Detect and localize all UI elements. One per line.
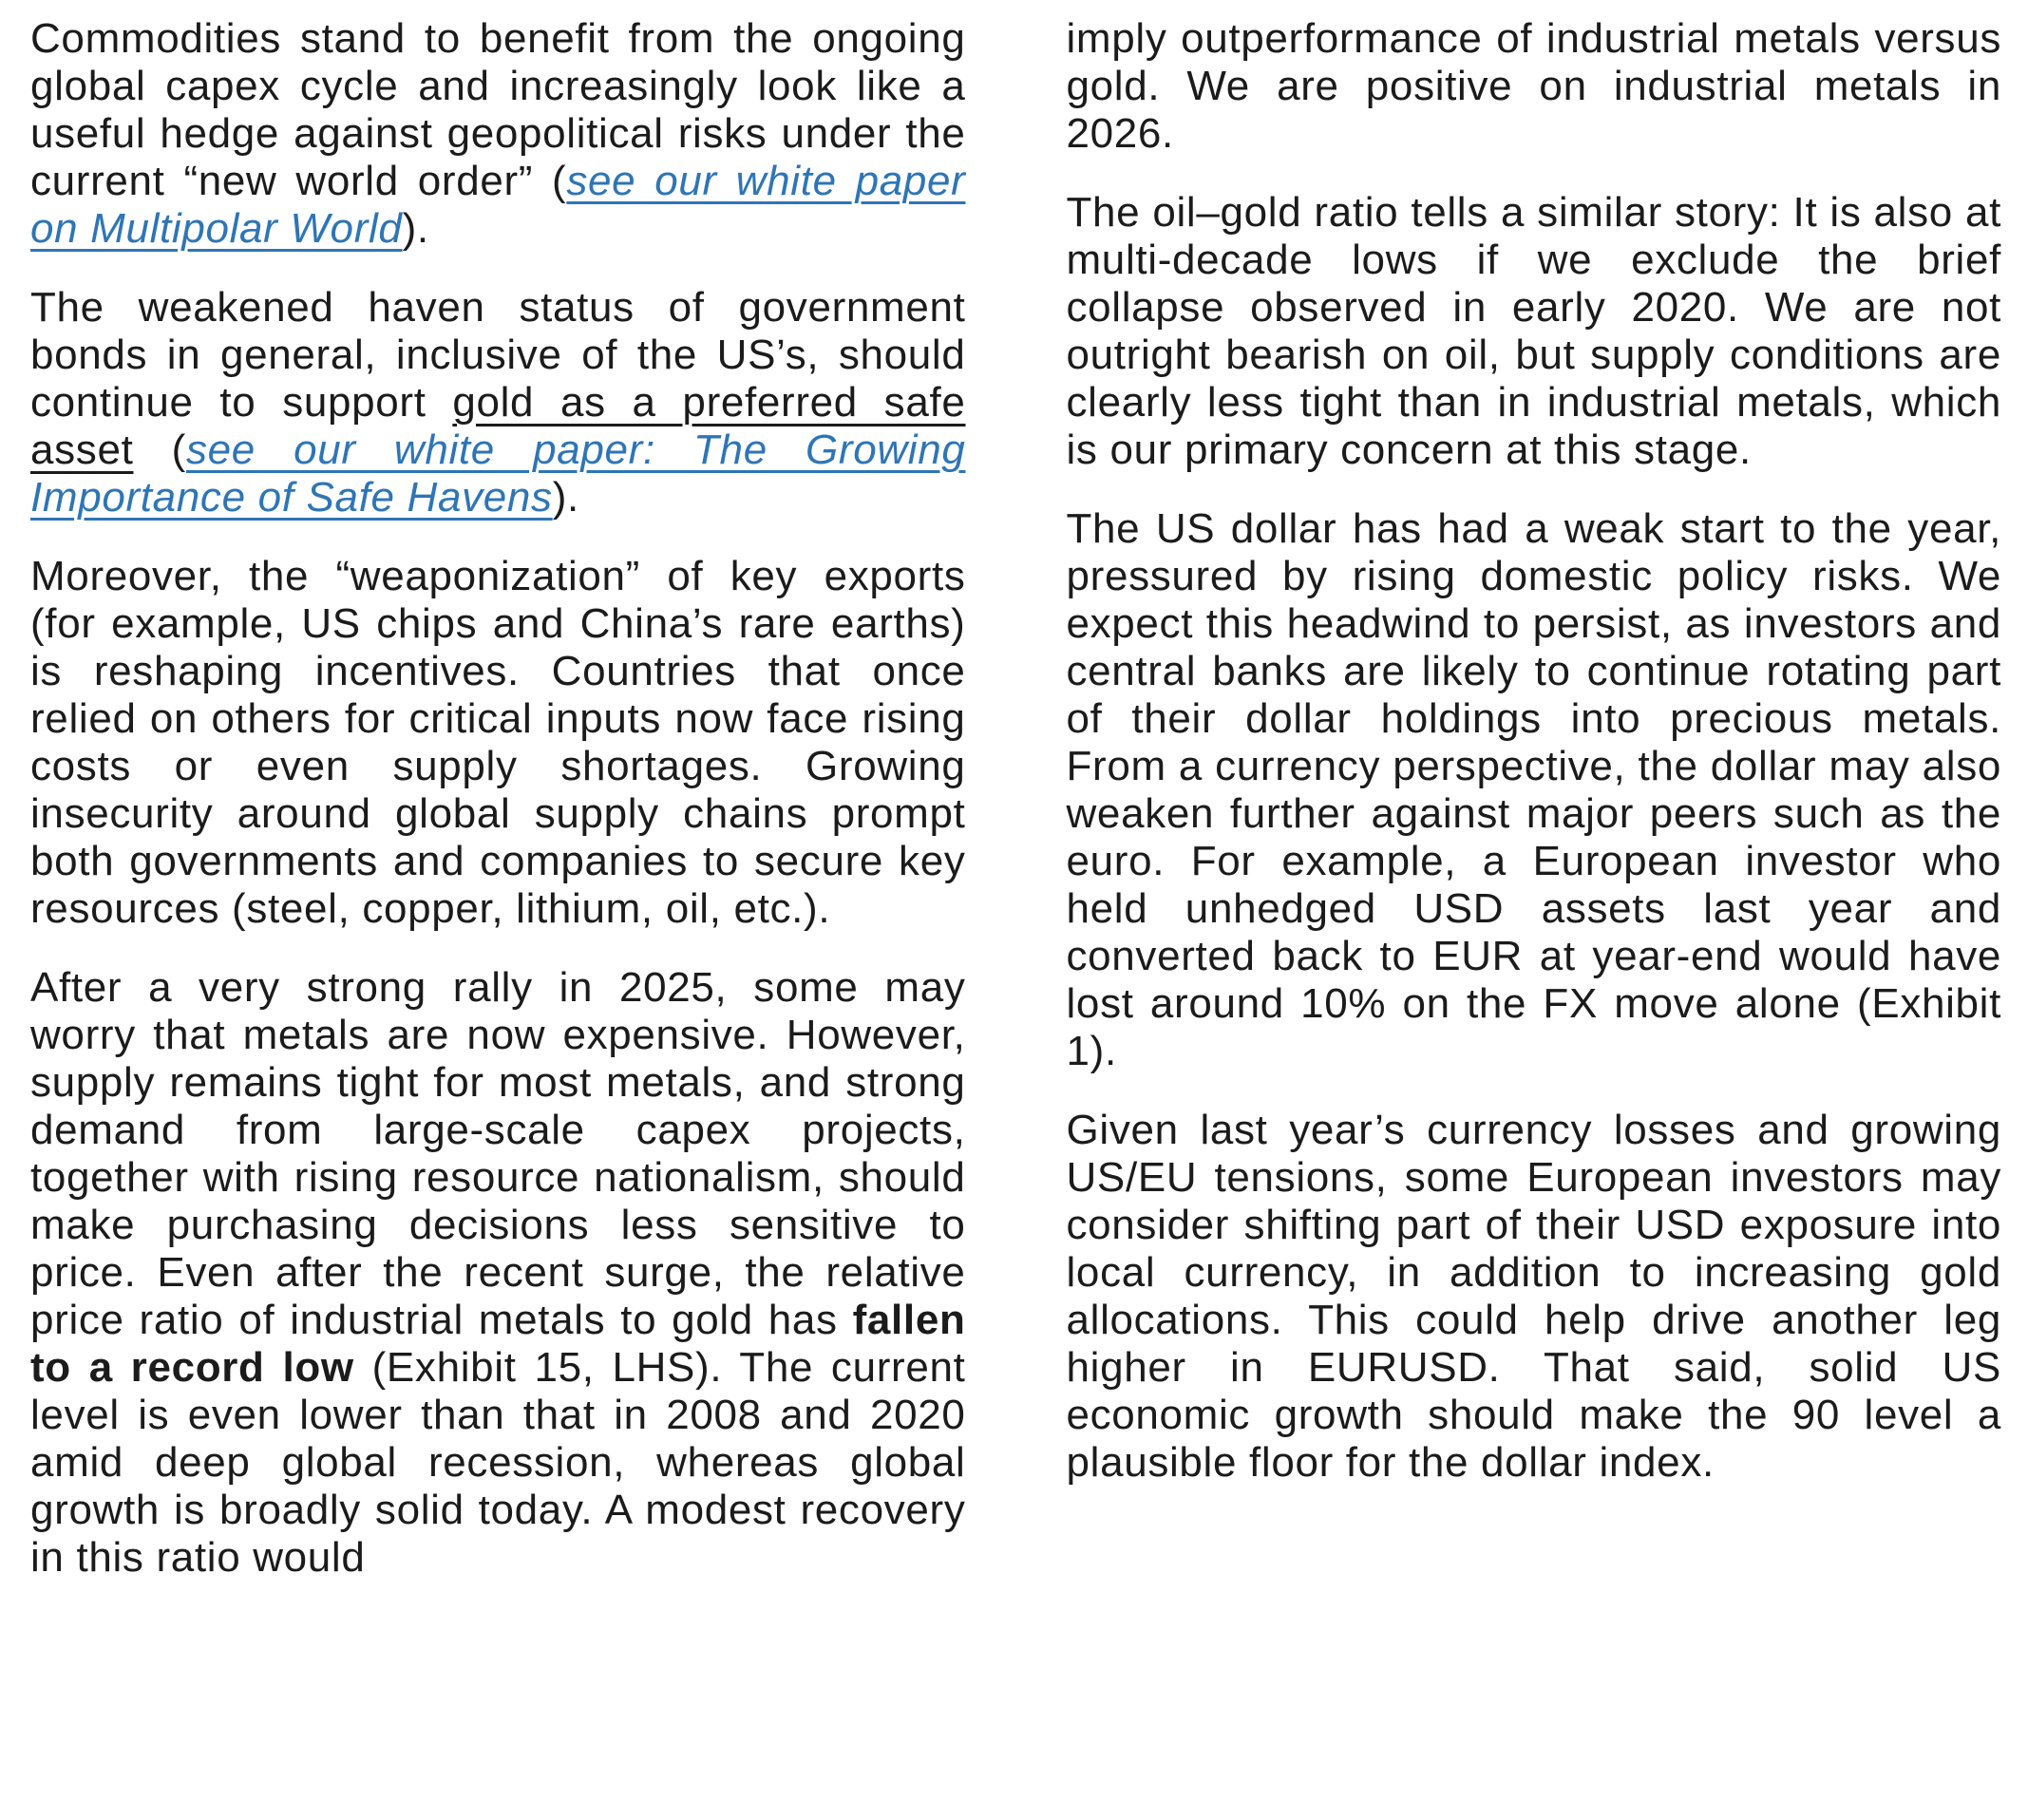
text-run: The weakened haven status of government bonds in general, inclusive of the US’s, should continue to support: [30, 284, 966, 426]
multipolar-world-link[interactable]: see our white paper on Multipolar World: [30, 158, 966, 252]
text-run: (: [133, 427, 186, 473]
text-run: (Exhibit 15, LHS). The current level is even lower than that in 2008 and 2020 amid deep global recession, whereas global growth is broadly solid today. A modest recovery in this ratio would: [30, 1344, 966, 1581]
underlined-phrase-gold-safe-asset: gold as a preferred safe asset: [30, 379, 966, 473]
text-run: Moreover, the “weaponization” of key exports (for example, US chips and China’s rare earths) is reshaping incentives. Countries that once relied on others for critical inputs now face rising costs or even supply shortages. Growing insecurity around global supply chains prompt both governments and companies to secure key resources (steel, copper, lithium, oil, etc.).: [30, 553, 966, 932]
text-run: Given last year’s currency losses and growing US/EU tensions, some European investors may consider shifting part of their USD exposure into local currency, in addition to increasing gold allocations. This could help drive another leg higher in EURUSD. That said, solid US economic growth should make the 90 level a plausible floor for the dollar index.: [1066, 1107, 2001, 1486]
paragraph-weaponization: [30, 553, 966, 933]
text-run: After a very strong rally in 2025, some may worry that metals are now expensive. However, supply remains tight for most metals, and strong demand from large-scale capex projects, together with rising resource nationalism, should make purchasing decisions less sensitive to price. Even after the recent surge, the relative price ratio of industrial metals to gold has: [30, 964, 966, 1343]
text-run: The oil–gold ratio tells a similar story: It is also at multi-decade lows if we exclude the brief collapse observed in early 2020. We are not outright bearish on oil, but supply conditions are clearly less tight than in industrial metals, which is our primary concern at this stage.: [1066, 189, 2001, 473]
paragraph-european-investors: [1067, 1107, 2002, 1487]
right-column: [1067, 15, 2002, 1820]
paragraph-us-dollar: [1067, 505, 2002, 1075]
paragraph-haven-status: [30, 284, 966, 521]
text-run: imply outperformance of industrial metals versus gold. We are positive on industrial metals in 2026.: [1066, 15, 2001, 157]
paragraph-oil-gold-ratio: [1067, 189, 2002, 474]
paragraph-metals-rally: [30, 964, 966, 1582]
paragraph-capex-cycle: [30, 15, 966, 253]
text-run: The US dollar has had a weak start to the year, pressured by rising domestic policy risks. We expect this headwind to persist, as investors and central banks are likely to continue rotating part of their dollar holdings into precious metals. From a currency perspective, the dollar may also weaken further against major peers such as the euro. For example, a European investor who held unhedged USD assets last year and converted back to EUR at year-end would have lost around 10% on the FX move alone (Exhibit 1).: [1066, 505, 2001, 1074]
bold-phrase-record-low: fallen to a record low: [30, 1297, 966, 1391]
left-column: [30, 15, 966, 1820]
paragraph-industrial-vs-gold: [1067, 15, 2002, 158]
text-run: Commodities stand to benefit from the ongoing global capex cycle and increasingly look like a useful hedge against geopolitical risks under the current “new world order” (: [30, 15, 966, 204]
safe-havens-link[interactable]: see our white paper: The Growing Importance of Safe Havens: [30, 427, 966, 521]
text-run: ).: [402, 205, 429, 252]
text-run: ).: [552, 474, 579, 521]
